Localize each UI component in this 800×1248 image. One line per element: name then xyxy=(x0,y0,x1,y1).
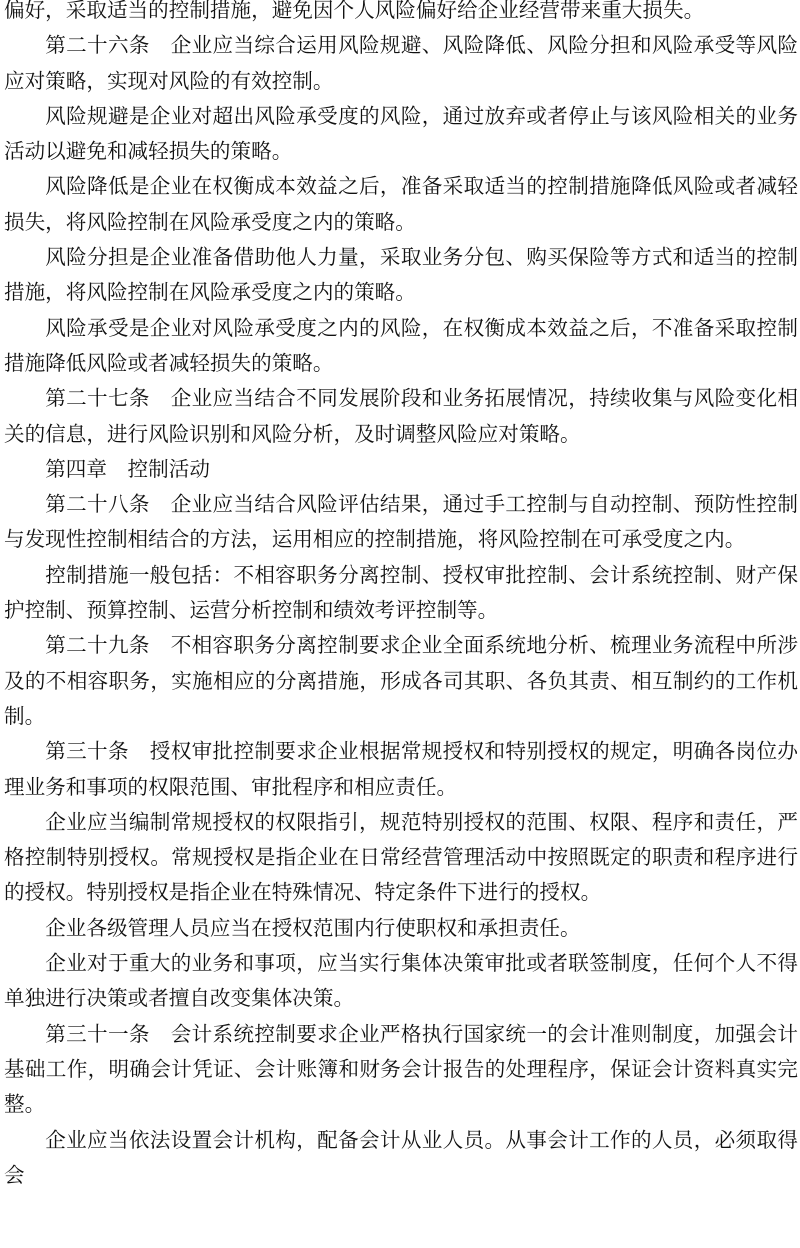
paragraph-article-30: 第三十条 授权审批控制要求企业根据常规授权和特别授权的规定，明确各岗位办理业务和事项的权限范围、审批程序和相应责任。 xyxy=(4,739,798,799)
paragraph-article-27: 第二十七条 企业应当结合不同发展阶段和业务拓展情况，持续收集与风险变化相关的信息，进行风险识别和风险分析，及时调整风险应对策略。 xyxy=(4,386,798,446)
paragraph-risk-acceptance: 风险承受是企业对风险承受度之内的风险，在权衡成本效益之后，不准备采取控制措施降低风险或者减轻损失的策略。 xyxy=(4,315,798,375)
chapter-heading: 第四章 控制活动 xyxy=(45,456,210,481)
paragraph-risk-reduction: 风险降低是企业在权衡成本效益之后，准备采取适当的控制措施降低风险或者减轻损失，将风险控制在风险承受度之内的策略。 xyxy=(4,174,798,234)
paragraph-article-28: 第二十八条 企业应当结合风险评估结果，通过手工控制与自动控制、预防性控制与发现性控制相结合的方法，运用相应的控制措施，将风险控制在可承受度之内。 xyxy=(4,492,798,552)
paragraph-risk-avoidance: 风险规避是企业对超出风险承受度的风险，通过放弃或者停止与该风险相关的业务活动以避免和减轻损失的策略。 xyxy=(4,103,798,164)
paragraph-accounting-staff: 企业应当依法设置会计机构，配备会计从业人员。从事会计工作的人员，必须取得会 xyxy=(4,1127,798,1187)
paragraph-risk-sharing: 风险分担是企业准备借助他人力量，采取业务分包、购买保险等方式和适当的控制措施，将风险控制在风险承受度之内的策略。 xyxy=(4,245,798,305)
paragraph-authorization-guidance: 企业应当编制常规授权的权限指引，规范特别授权的范围、权限、程序和责任，严格控制特别授权。常规授权是指企业在日常经营管理活动中按照既定的职责和程序进行的授权。特别授权是指企业在特殊情况、特定条件下进行的授权。 xyxy=(4,809,798,905)
paragraph-management-authority: 企业各级管理人员应当在授权范围内行使职权和承担责任。 xyxy=(45,915,581,940)
paragraph-article-29: 第二十九条 不相容职务分离控制要求企业全面系统地分析、梳理业务流程中所涉及的不相容职务，实施相应的分离措施，形成各司其职、各负其责、相互制约的工作机制。 xyxy=(4,633,798,728)
paragraph-article-26: 第二十六条 企业应当综合运用风险规避、风险降低、风险分担和风险承受等风险应对策略，实现对风险的有效控制。 xyxy=(4,33,798,93)
paragraph-article-31: 第三十一条 会计系统控制要求企业严格执行国家统一的会计准则制度，加强会计基础工作，明确会计凭证、会计账簿和财务会计报告的处理程序，保证会计资料真实完整。 xyxy=(4,1021,798,1117)
paragraph-1: 偏好，采取适当的控制措施，避免因个人风险偏好给企业经营带来重大损失。 xyxy=(4,0,705,22)
paragraph-control-measures: 控制措施一般包括：不相容职务分离控制、授权审批控制、会计系统控制、财产保护控制、预算控制、运营分析控制和绩效考评控制等。 xyxy=(4,562,798,623)
paragraph-collective-decision: 企业对于重大的业务和事项，应当实行集体决策审批或者联签制度，任何个人不得单独进行决策或者擅自改变集体决策。 xyxy=(4,951,798,1011)
